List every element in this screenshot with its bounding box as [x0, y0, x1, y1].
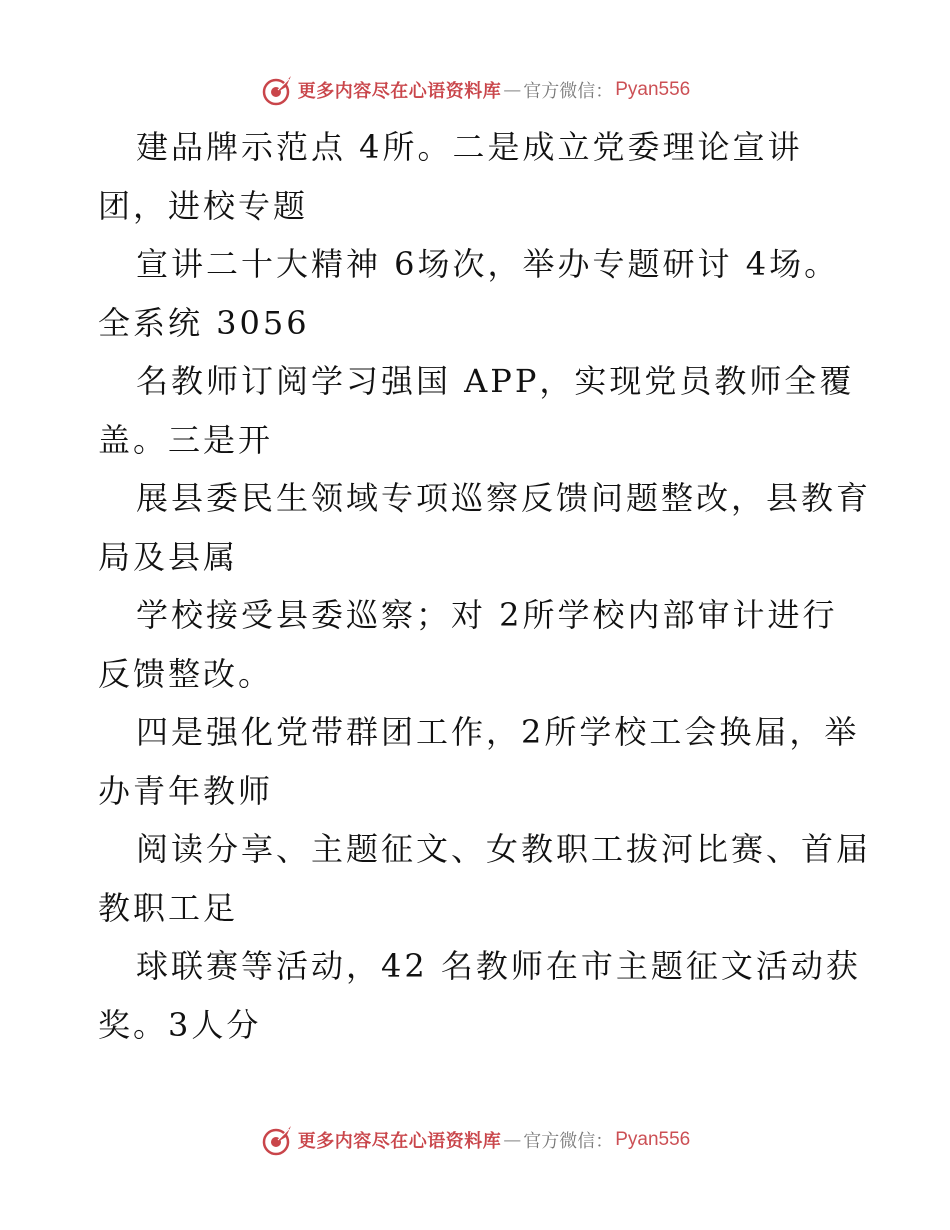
- watermark-official-label: 官方微信：: [523, 1131, 614, 1152]
- body-line: 学校接受县委巡察；对 2所学校内部审计进行: [136, 596, 838, 634]
- document-body: [98, 118, 888, 1054]
- body-line: 全系统 3056: [98, 303, 310, 342]
- watermark-brand-text: 更多内容尽在心语资料库: [297, 1131, 502, 1152]
- body-line: 建品牌示范点 4所。二是成立党委理论宣讲: [136, 128, 803, 166]
- watermark-brand-text: 更多内容尽在心语资料库: [297, 81, 502, 102]
- footer-watermark: [0, 1120, 950, 1160]
- watermark-account-id: Pyan556: [615, 1129, 691, 1150]
- body-line: 宣讲二十大精神 6场次，举办专题研讨 4场。: [136, 245, 840, 283]
- watermark-dash: —: [503, 1129, 522, 1151]
- quill-logo-icon: [260, 1123, 294, 1157]
- body-line: 展县委民生领域专项巡察反馈问题整改，县教育: [136, 479, 872, 517]
- body-line: 阅读分享、主题征文、女教职工拔河比赛、首届: [136, 830, 872, 868]
- body-line: 名教师订阅学习强国 APP，实现党员教师全覆: [136, 362, 855, 400]
- watermark-official-label: 官方微信：: [523, 81, 614, 102]
- header-watermark: [0, 70, 950, 110]
- watermark-account-id: Pyan556: [615, 79, 691, 100]
- body-line: 局及县属: [98, 537, 239, 576]
- body-line: 盖。三是开: [98, 420, 274, 459]
- quill-logo-icon: [260, 73, 294, 107]
- body-line: 球联赛等活动，42 名教师在市主题征文活动获: [136, 947, 861, 985]
- body-line: 四是强化党带群团工作，2所学校工会换届，举: [136, 713, 860, 751]
- body-line: 反馈整改。: [98, 654, 274, 693]
- body-line: 团，进校专题: [98, 186, 309, 225]
- watermark-dash: —: [503, 79, 522, 101]
- body-line: 教职工足: [98, 888, 239, 927]
- body-line: 办青年教师: [98, 771, 274, 810]
- body-line: 奖。3人分: [98, 1005, 262, 1044]
